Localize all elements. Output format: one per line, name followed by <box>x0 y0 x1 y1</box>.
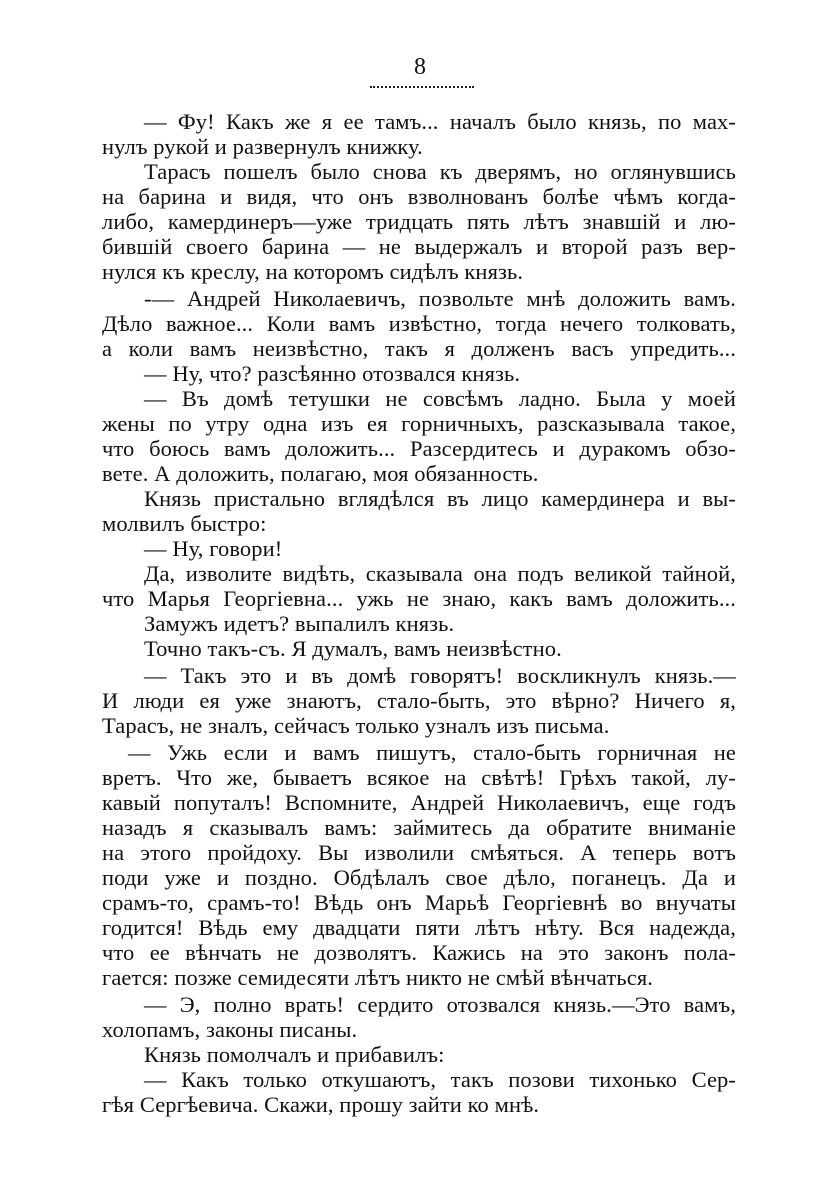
text-line: вете. А доложить, полагаю, моя обязанность. <box>102 461 539 486</box>
header-rule <box>370 86 474 88</box>
text-line: холопамъ, законы писаны. <box>102 1017 358 1042</box>
text-line: на этого пройдоху. Вы изволили смѣяться. А теперь вотъ <box>102 840 736 865</box>
text-line: жены по утру одна изъ ея горничныхъ, разсказывала такое, <box>102 411 736 436</box>
text-line: И люди ея уже знаютъ, стало-быть, это вѣрно? Ничего я, <box>102 688 736 713</box>
text-line: а коли вамъ неизвѣстно, такъ я долженъ васъ упредить... <box>102 336 736 361</box>
text-line: Тарасъ пошелъ было снова къ дверямъ, но оглянувшись <box>144 159 736 184</box>
text-line: вретъ. Что же, бываетъ всякое на свѣтѣ! Грѣхъ такой, лу- <box>102 765 736 790</box>
text-line: либо, камердинеръ—уже тридцать пять лѣтъ знавшiй и лю- <box>102 209 736 234</box>
text-line: — Ну, что? разсѣянно отозвался князь. <box>144 361 521 386</box>
text-line: Князь пристально вглядѣлся въ лицо камердинера и вы- <box>144 486 736 511</box>
text-line: срамъ-то, срамъ-то! Вѣдь онъ Марьѣ Георгiевнѣ во внучаты <box>102 890 736 915</box>
text-line: гается: позже семидесяти лѣтъ никто не смѣй вѣнчаться. <box>102 965 653 990</box>
text-line: нулъ рукой и развернулъ книжку. <box>102 134 423 159</box>
text-line: Дѣло важное... Коли вамъ извѣстно, тогда нечего толковать, <box>102 311 736 336</box>
text-line: Да, изволите видѣть, сказывала она подъ великой тайной, <box>144 561 736 586</box>
text-line: -— Андрей Николаевичъ, позвольте мнѣ доложить вамъ. <box>144 286 736 311</box>
text-line: — Фу! Какъ же я ее тамъ... началъ было князь, по мах- <box>144 109 736 134</box>
text-line: годится! Вѣдь ему двадцати пяти лѣтъ нѣту. Вся надежда, <box>102 915 736 940</box>
text-line: Князь помолчалъ и прибавилъ: <box>144 1042 445 1067</box>
page-number: 8 <box>414 54 426 80</box>
text-line: назадъ я сказывалъ вамъ: займитесь да обратите вниманiе <box>102 815 736 840</box>
text-line: Тарасъ, не зналъ, сейчасъ только узналъ изъ письма. <box>102 713 610 738</box>
text-line: Точно такъ-съ. Я думалъ, вамъ неизвѣстно. <box>144 636 562 661</box>
text-line: что боюсь вамъ доложить... Разсердитесь и дуракомъ обзо- <box>102 436 736 461</box>
text-line: молвилъ быстро: <box>102 511 267 536</box>
text-line: поди уже и поздно. Обдѣлалъ свое дѣло, поганецъ. Да и <box>102 865 736 890</box>
text-line: что Марья Георгiевна... ужь не знаю, какъ вамъ доложить... <box>102 586 736 611</box>
text-line: Замужъ идетъ? выпалилъ князь. <box>144 611 455 636</box>
text-line: бившiй своего барина — не выдержалъ и второй разъ вер- <box>102 234 736 259</box>
text-line: — Такъ это и въ домѣ говорятъ! воскликнулъ князь.— <box>144 663 736 688</box>
text-line: — Ну, говори! <box>144 536 283 561</box>
text-line: — Какъ только откушаютъ, такъ позови тихонько Сер- <box>144 1067 736 1092</box>
text-line: — Э, полно врать! сердито отозвался князь.—Это вамъ, <box>144 992 736 1017</box>
text-line: на барина и видя, что онъ взволнованъ болѣе чѣмъ когда- <box>102 184 736 209</box>
text-line: — Въ домѣ тетушки не совсѣмъ ладно. Была у моей <box>144 386 736 411</box>
text-line: — Ужь если и вамъ пишутъ, стало-быть горничная не <box>128 740 736 765</box>
text-line: нулся къ креслу, на которомъ сидѣлъ князь. <box>102 259 524 284</box>
text-line: что ее вѣнчать не дозволятъ. Кажись на это законъ пола- <box>102 940 736 965</box>
text-line: гѣя Сергѣевича. Скажи, прошу зайти ко мнѣ. <box>102 1092 540 1117</box>
text-line: кавый попуталъ! Вспомните, Андрей Николаевичъ, еще годъ <box>102 790 736 815</box>
